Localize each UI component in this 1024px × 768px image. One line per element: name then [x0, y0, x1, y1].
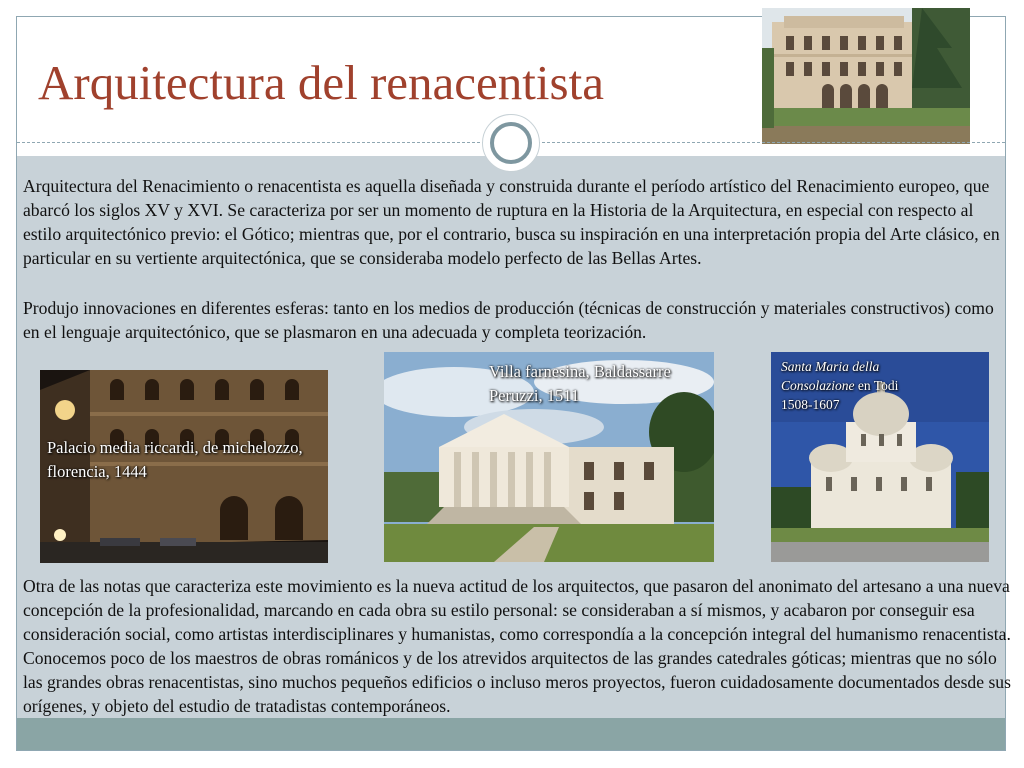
intro-paragraph: Arquitectura del Renacimiento o renacentista es aquella diseñada y construida durante el período artístico del Renacimiento europeo, que abarcó los siglos XV y XVI. Se caracteriza por ser un momento de ruptura en la Historia de la Arquitectura, en especial con respecto al estilo arquitectónico previo: el Gótico; mientras que, por el contrario, busca su inspiración en una interpretación propia del Arte clásico, en particular en su vertiente arquitectónica, que se consideraba modelo perfecto de las Bellas Artes.	[23, 176, 1000, 268]
santa-maria-caption	[781, 357, 991, 414]
santa-maria-caption-rest: en Todi	[854, 378, 899, 393]
circle-ornament-inner-icon	[490, 122, 532, 164]
palazzo-caption: Palacio media riccardi, de michelozzo, florencia, 1444	[47, 438, 303, 481]
villa-caption: Villa farnesina, Baldassarre Peruzzi, 1511	[489, 362, 671, 405]
slide-title: Arquitectura del renacentista	[38, 55, 604, 110]
bottom-strip	[17, 718, 1005, 750]
santa-maria-caption-italic: Consolazione	[781, 378, 855, 393]
villa-garden-photo	[762, 8, 970, 144]
santa-maria-caption-line2	[781, 376, 991, 395]
innovations-paragraph: Produjo innovaciones en diferentes esferas: tanto en los medios de producción (técnicas de construcción y materiales constructivos) como en el lenguaje arquitectónico, que se plasmaron en una adecuada y completa teorización.	[23, 298, 994, 342]
architects-paragraph: Otra de las notas que caracteriza este movimiento es la nueva actitud de los arquitectos, que pasaron del anonimato del artesano a una nueva concepción de la profesionalidad, marcando en cada obra su estilo personal: se consideraban a sí mismos, y acabaron por conseguir esa consideración social, como artistas interdisciplinares y humanistas, como correspondía a la concepción integral del humanismo renacentista. Conocemos poco de los maestros de obras románicos y de los atrevidos arquitectos de las grandes catedrales góticas; mientras que no sólo las grandes obras renacentistas, sino muchos pequeños edificios o incluso meros proyectos, fueron cuidadosamente documentados desde sus orígenes, y objeto del estudio de tratadistas contemporáneos.	[23, 576, 1011, 716]
santa-maria-caption-line1: Santa Maria della	[781, 359, 880, 374]
santa-maria-caption-dates: 1508-1607	[781, 397, 840, 412]
